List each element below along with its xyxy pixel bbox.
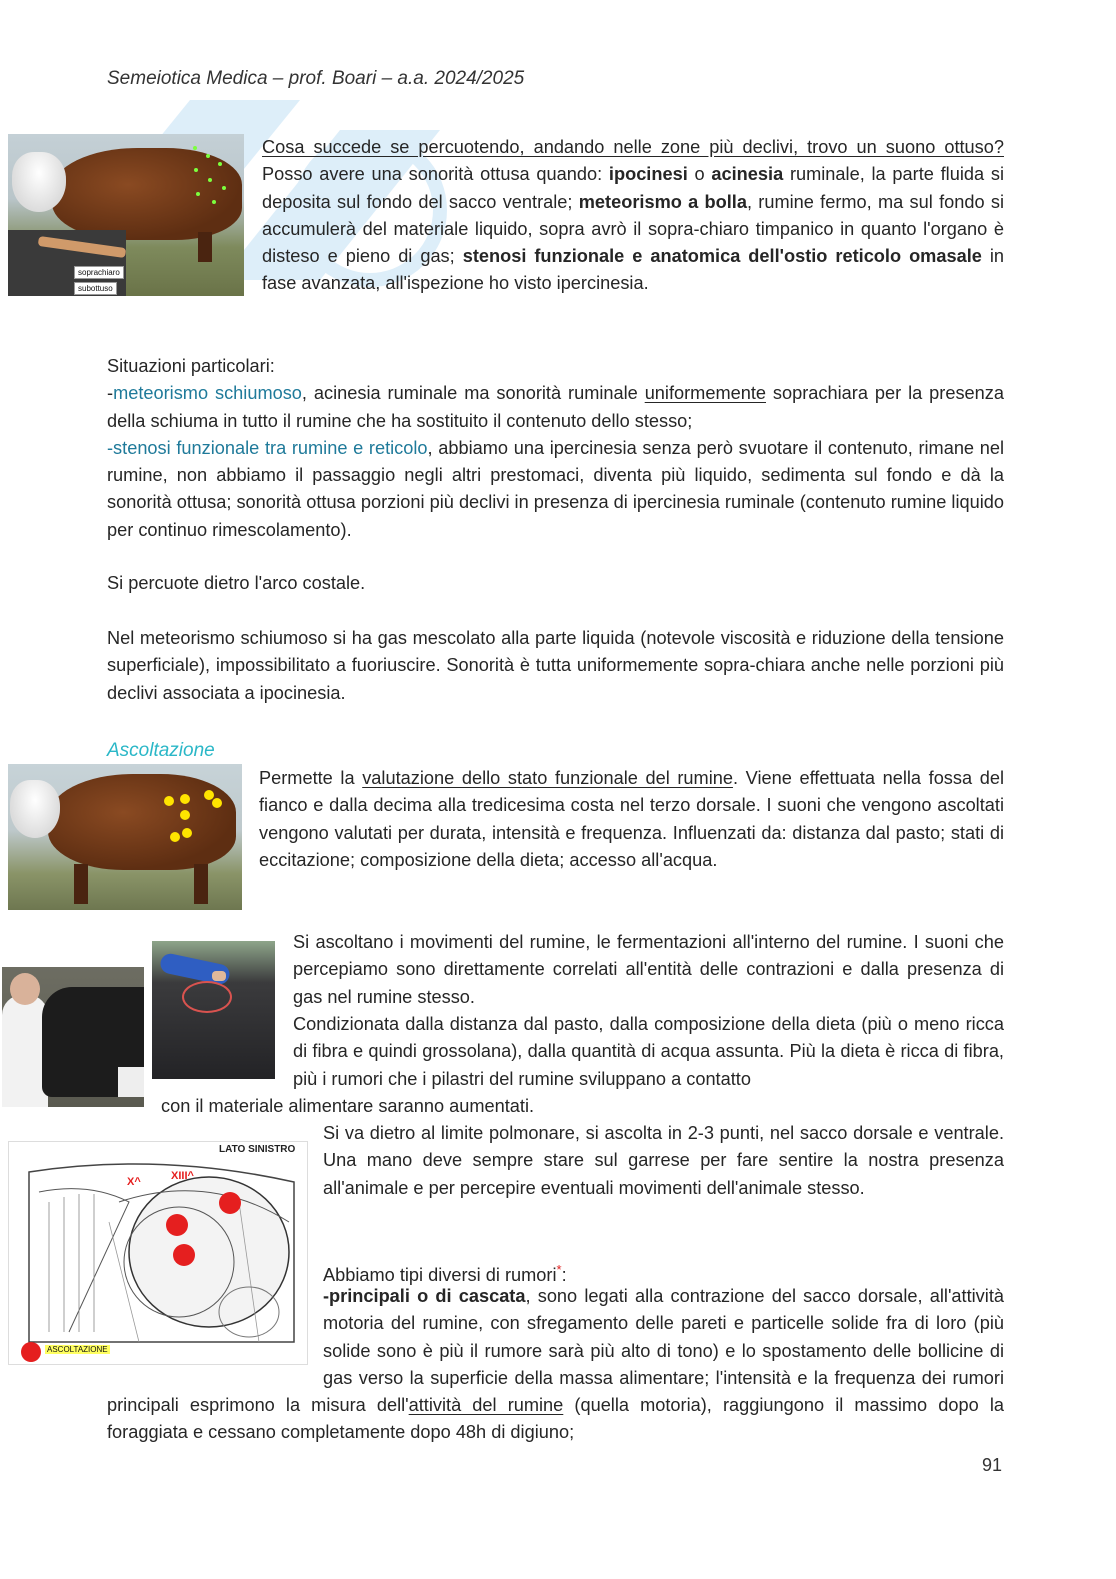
paragraph-arco-costale: Si percuote dietro l'arco costale. xyxy=(107,573,366,593)
special-item-2: -stenosi funzionale tra rumine e reticolo, abbiamo una ipercinesia senza però svuotare il contenuto, rimane nel rumine, non abbiamo il passaggio negli altri prestomaci, diventa più liquido, sedimenta sul fondo e dà la sonorità ottusa; sonorità ottusa porzioni più declivi in presenza di ipercinesia ruminale (contenuto rumine liquido per continuo rimescolamento). xyxy=(107,437,1004,540)
vet-auscultating-photo xyxy=(2,967,144,1107)
rib-label-xiii: XIII^ xyxy=(171,1170,194,1182)
cow-percussion-photo xyxy=(8,134,244,296)
diagram-legend: ASCOLTAZIONE xyxy=(47,1345,108,1354)
percussion-paragraph: Cosa succede se percuotendo, andando nelle zone più declivi, trovo un suono ottuso? Posso avere una sonorità ottusa quando: ipocinesi o acinesia ruminale, la parte fluida si deposita sul fondo del sacco ventrale; meteorismo a bolla, rumine fermo, ma sul fondo si accumulerà del materiale liquido, sopra avrò il sopra-chiaro timpanico in quanto l'organo è disteso e pieno di gas; stenosi funzionale e anatomica dell'ostio reticolo omasale in fase avanzata, all'ispezione ho visto ipercinesia. xyxy=(262,137,1004,294)
auscultation-paragraph-5: Abbiamo tipi diversi di rumori*: xyxy=(323,1262,567,1286)
auscultation-point-1 xyxy=(219,1192,241,1214)
auscultation-paragraph-3: Condizionata dalla distanza dal pasto, dalla composizione della dieta (più o meno ricca di fibra e quindi grossolana), dalla quantità di acqua assunta. Più la dieta è ricca di fibra, più i rumori che i pilastri del rumine sviluppano a contatto xyxy=(293,1014,1004,1089)
auscultation-paragraph-1: Permette la valutazione dello stato funzionale del rumine. Viene effettuata nella fossa del fianco e dalla decima alla tredicesima costa nel terzo dorsale. I suoni che vengono ascoltati vengono valutati per durata, intensità e frequenza. Influenzati da: distanza dal pasto; stati di eccitazione; composizione della dieta; accesso all'acqua. xyxy=(259,768,1004,870)
page-number: 91 xyxy=(981,1455,1002,1475)
percussion-question: Cosa succede se percuotendo, andando nelle zone più declivi, trovo un suono ottuso? xyxy=(262,137,1004,157)
section-heading-ascoltazione: Ascoltazione xyxy=(107,740,215,761)
auscultation-paragraph-2: Si ascoltano i movimenti del rumine, le fermentazioni all'interno del rumine. I suoni che percepiamo sono direttamente correlati all'entità delle contrazioni e dalla presenza di gas nel rumine stesso. xyxy=(293,932,1004,1007)
special-item-1: -meteorismo schiumoso, acinesia ruminale ma sonorità ruminale uniformemente soprachiara per la presenza della schiuma in tutto il rumine che ha sostituito il contenuto dello stesso; xyxy=(107,383,1004,431)
flank-auscultation-photo xyxy=(152,941,275,1079)
tag-soprachiaro: soprachiaro xyxy=(74,266,124,279)
auscultation-paragraph-6: -principali o di cascata, sono legati alla contrazione del sacco dorsale, all'attività motoria del rumine, con sfregamento delle pareti e particelle solide fra di loro (più solide sono è più il rumore sarà più alto di tono) e lo spostamento delle bollicine di gas verso la superficie della massa alimentare; l'intensità e la frequenza dei rumori principali esprimono la misura dell'attività del rumine (quella motoria), raggiungono il massimo dopo la foraggiata e cessano completamente dopo 48h di digiuno; xyxy=(107,1286,1004,1443)
special-title: Situazioni particolari: xyxy=(107,356,275,376)
tag-subottuso: subottuso xyxy=(74,282,117,295)
paragraph-meteorismo: Nel meteorismo schiumoso si ha gas mescolato alla parte liquida (notevole viscosità e riduzione della tensione superficiale), impossibilitato a fuoriuscire. Sonorità è tutta uniformemente sopra-chiara anche nelle porzioni più declivi associata a ipocinesia. xyxy=(107,628,1004,703)
legend-red-dot xyxy=(21,1342,41,1362)
rib-label-x: X^ xyxy=(127,1176,141,1188)
auscultation-paragraph-4: Si va dietro al limite polmonare, si ascolta in 2-3 punti, nel sacco dorsale e ventrale. Una mano deve sempre stare sul garrese per fare sentire la nostra presenza all'animale e per percepire eventuali movimenti dell'animale stesso. xyxy=(323,1123,1004,1198)
auscultation-paragraph-3-end: con il materiale alimentare saranno aumentati. xyxy=(161,1096,535,1116)
special-situations xyxy=(107,353,1004,544)
auscultation-point-2 xyxy=(166,1214,188,1236)
diagram-title: LATO SINISTRO xyxy=(219,1144,296,1155)
cow-auscultation-photo xyxy=(8,764,242,910)
page-header: Semeiotica Medica – prof. Boari – a.a. 2024/2025 xyxy=(107,68,525,89)
auscultation-point-3 xyxy=(173,1244,195,1266)
